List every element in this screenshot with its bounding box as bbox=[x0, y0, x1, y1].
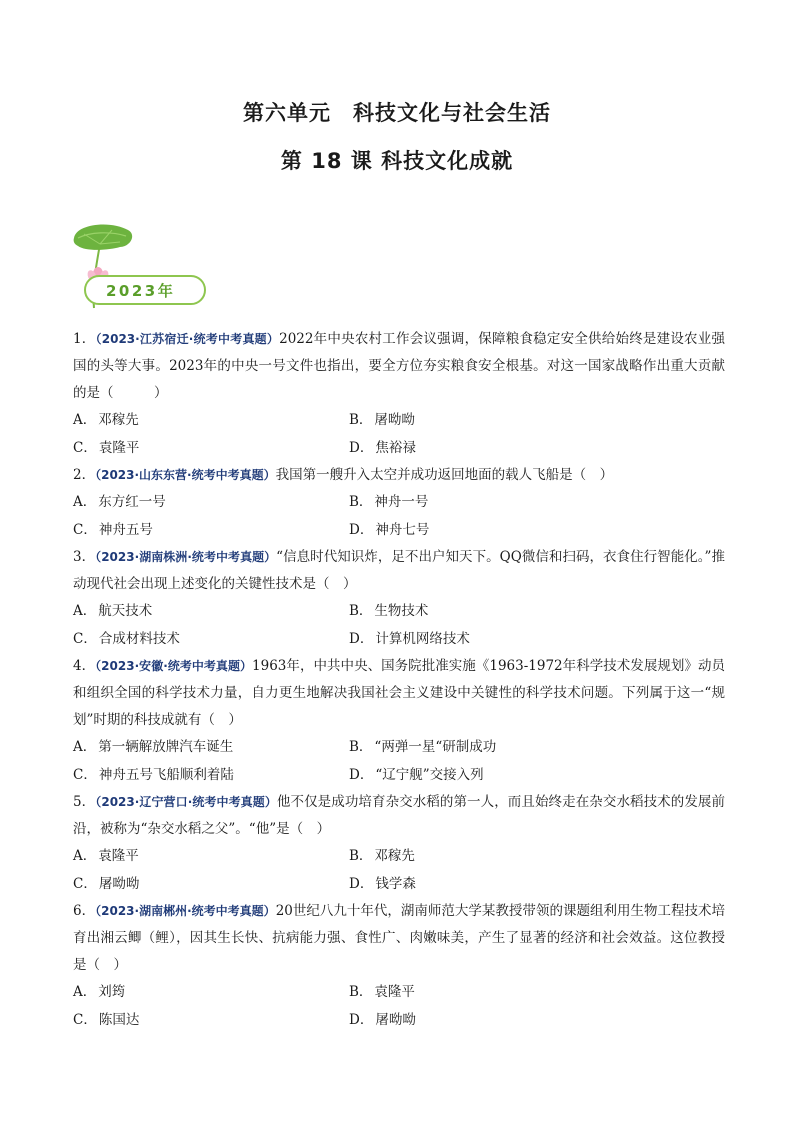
question-number: 3． bbox=[73, 549, 96, 565]
year-label: 2023年 bbox=[106, 282, 176, 300]
option-b: B． 邓稼先 bbox=[349, 848, 415, 864]
option-list bbox=[73, 979, 725, 1034]
option-d: D． 钱学森 bbox=[349, 875, 416, 892]
option-a: A． 刘筠 bbox=[73, 984, 126, 1000]
question-stem: 他不仅是成功培育杂交水稻的第一人，而且始终走在杂交水稻技术的发展前沿，被称为“杂交水稻之父”。“他”是（ ） bbox=[73, 794, 726, 837]
question-number: 2． bbox=[73, 467, 96, 483]
question-source: （2023·湖南株洲·统考中考真题） bbox=[95, 550, 277, 564]
question-stem: “信息时代知识炸，足不出户知天下。QQ微信和扫码，衣食住行智能化。”推动现代社会出现上述变化的关键性技术是（ ） bbox=[73, 549, 725, 592]
option-b: B． 袁隆平 bbox=[349, 984, 415, 1000]
year-badge bbox=[70, 222, 215, 312]
question-5 bbox=[73, 789, 725, 898]
option-a: A． 航天技术 bbox=[73, 603, 153, 619]
option-d: D． 计算机网络技术 bbox=[349, 630, 470, 647]
question-3 bbox=[73, 544, 725, 653]
question-stem: 20世纪八九十年代，湖南师范大学某教授带领的课题组利用生物工程技术培育出湘云鲫（鲤），因其生长快、抗病能力强、食性广、肉嫩味美，产生了显著的经济和社会效益。这位教授是（ ） bbox=[73, 903, 725, 973]
question-number: 5． bbox=[73, 794, 96, 810]
option-list bbox=[73, 598, 725, 653]
option-a: A． 第一辆解放牌汽车诞生 bbox=[73, 739, 234, 755]
question-source: （2023·辽宁营口·统考中考真题） bbox=[95, 795, 277, 809]
question-source: （2023·湖南郴州·统考中考真题） bbox=[95, 904, 276, 918]
option-d: D． 神舟七号 bbox=[349, 521, 430, 538]
question-6 bbox=[73, 898, 725, 1034]
option-b: B． 生物技术 bbox=[349, 603, 429, 619]
option-c: C． 神舟五号飞船顺利着陆 bbox=[73, 766, 234, 783]
option-c: C． 屠呦呦 bbox=[73, 875, 140, 892]
question-stem: 2022年中央农村工作会议强调，保障粮食稳定安全供给始终是建设农业强国的头等大事。2023年的中央一号文件也指出，要全方位夯实粮食安全根基。对这一国家战略作出重大贡献的是（ ） bbox=[73, 331, 725, 401]
option-a: A． 邓稼先 bbox=[73, 412, 139, 428]
option-a: A． 袁隆平 bbox=[73, 848, 139, 864]
question-number: 6． bbox=[73, 903, 96, 919]
question-source: （2023·安徽·统考中考真题） bbox=[95, 659, 253, 673]
option-list bbox=[73, 843, 725, 898]
question-1 bbox=[73, 326, 725, 462]
question-stem: 1963年，中共中央、国务院批准实施《1963-1972年科学技术发展规划》动员和组织全国的科学技术力量，自力更生地解决我国社会主义建设中关键性的科学技术问题。下列属于这一“规划”时期的科技成就有（ ） bbox=[73, 658, 725, 728]
option-list bbox=[73, 489, 725, 544]
option-b: B． “两弹一星“研制成功 bbox=[349, 739, 497, 755]
option-list bbox=[73, 407, 725, 462]
option-d: D． 屠呦呦 bbox=[349, 1011, 416, 1028]
option-c: C． 神舟五号 bbox=[73, 521, 153, 538]
option-d: D． 焦裕禄 bbox=[349, 439, 416, 456]
option-list bbox=[73, 734, 725, 789]
option-d: D． “辽宁舰”交接入列 bbox=[349, 766, 484, 783]
option-b: B． 屠呦呦 bbox=[349, 412, 415, 428]
question-list bbox=[73, 326, 725, 1034]
unit-title: 第六单元 科技文化与社会生活 bbox=[243, 101, 551, 125]
question-source: （2023·江苏宿迁·统考中考真题） bbox=[95, 332, 280, 346]
option-c: C． 袁隆平 bbox=[73, 439, 140, 456]
question-4 bbox=[73, 653, 725, 789]
lesson-title: 第 18 课 科技文化成就 bbox=[280, 149, 514, 173]
option-c: C． 陈国达 bbox=[73, 1011, 140, 1028]
question-source: （2023·山东东营·统考中考真题） bbox=[95, 468, 276, 482]
question-number: 1． bbox=[73, 331, 96, 347]
option-c: C． 合成材料技术 bbox=[73, 630, 180, 647]
question-2 bbox=[73, 462, 725, 544]
option-b: B． 神舟一号 bbox=[349, 494, 429, 510]
option-a: A． 东方红一号 bbox=[73, 494, 166, 510]
question-stem: 我国第一艘升入太空并成功返回地面的载人飞船是（ ） bbox=[275, 467, 614, 483]
question-number: 4． bbox=[73, 658, 96, 674]
